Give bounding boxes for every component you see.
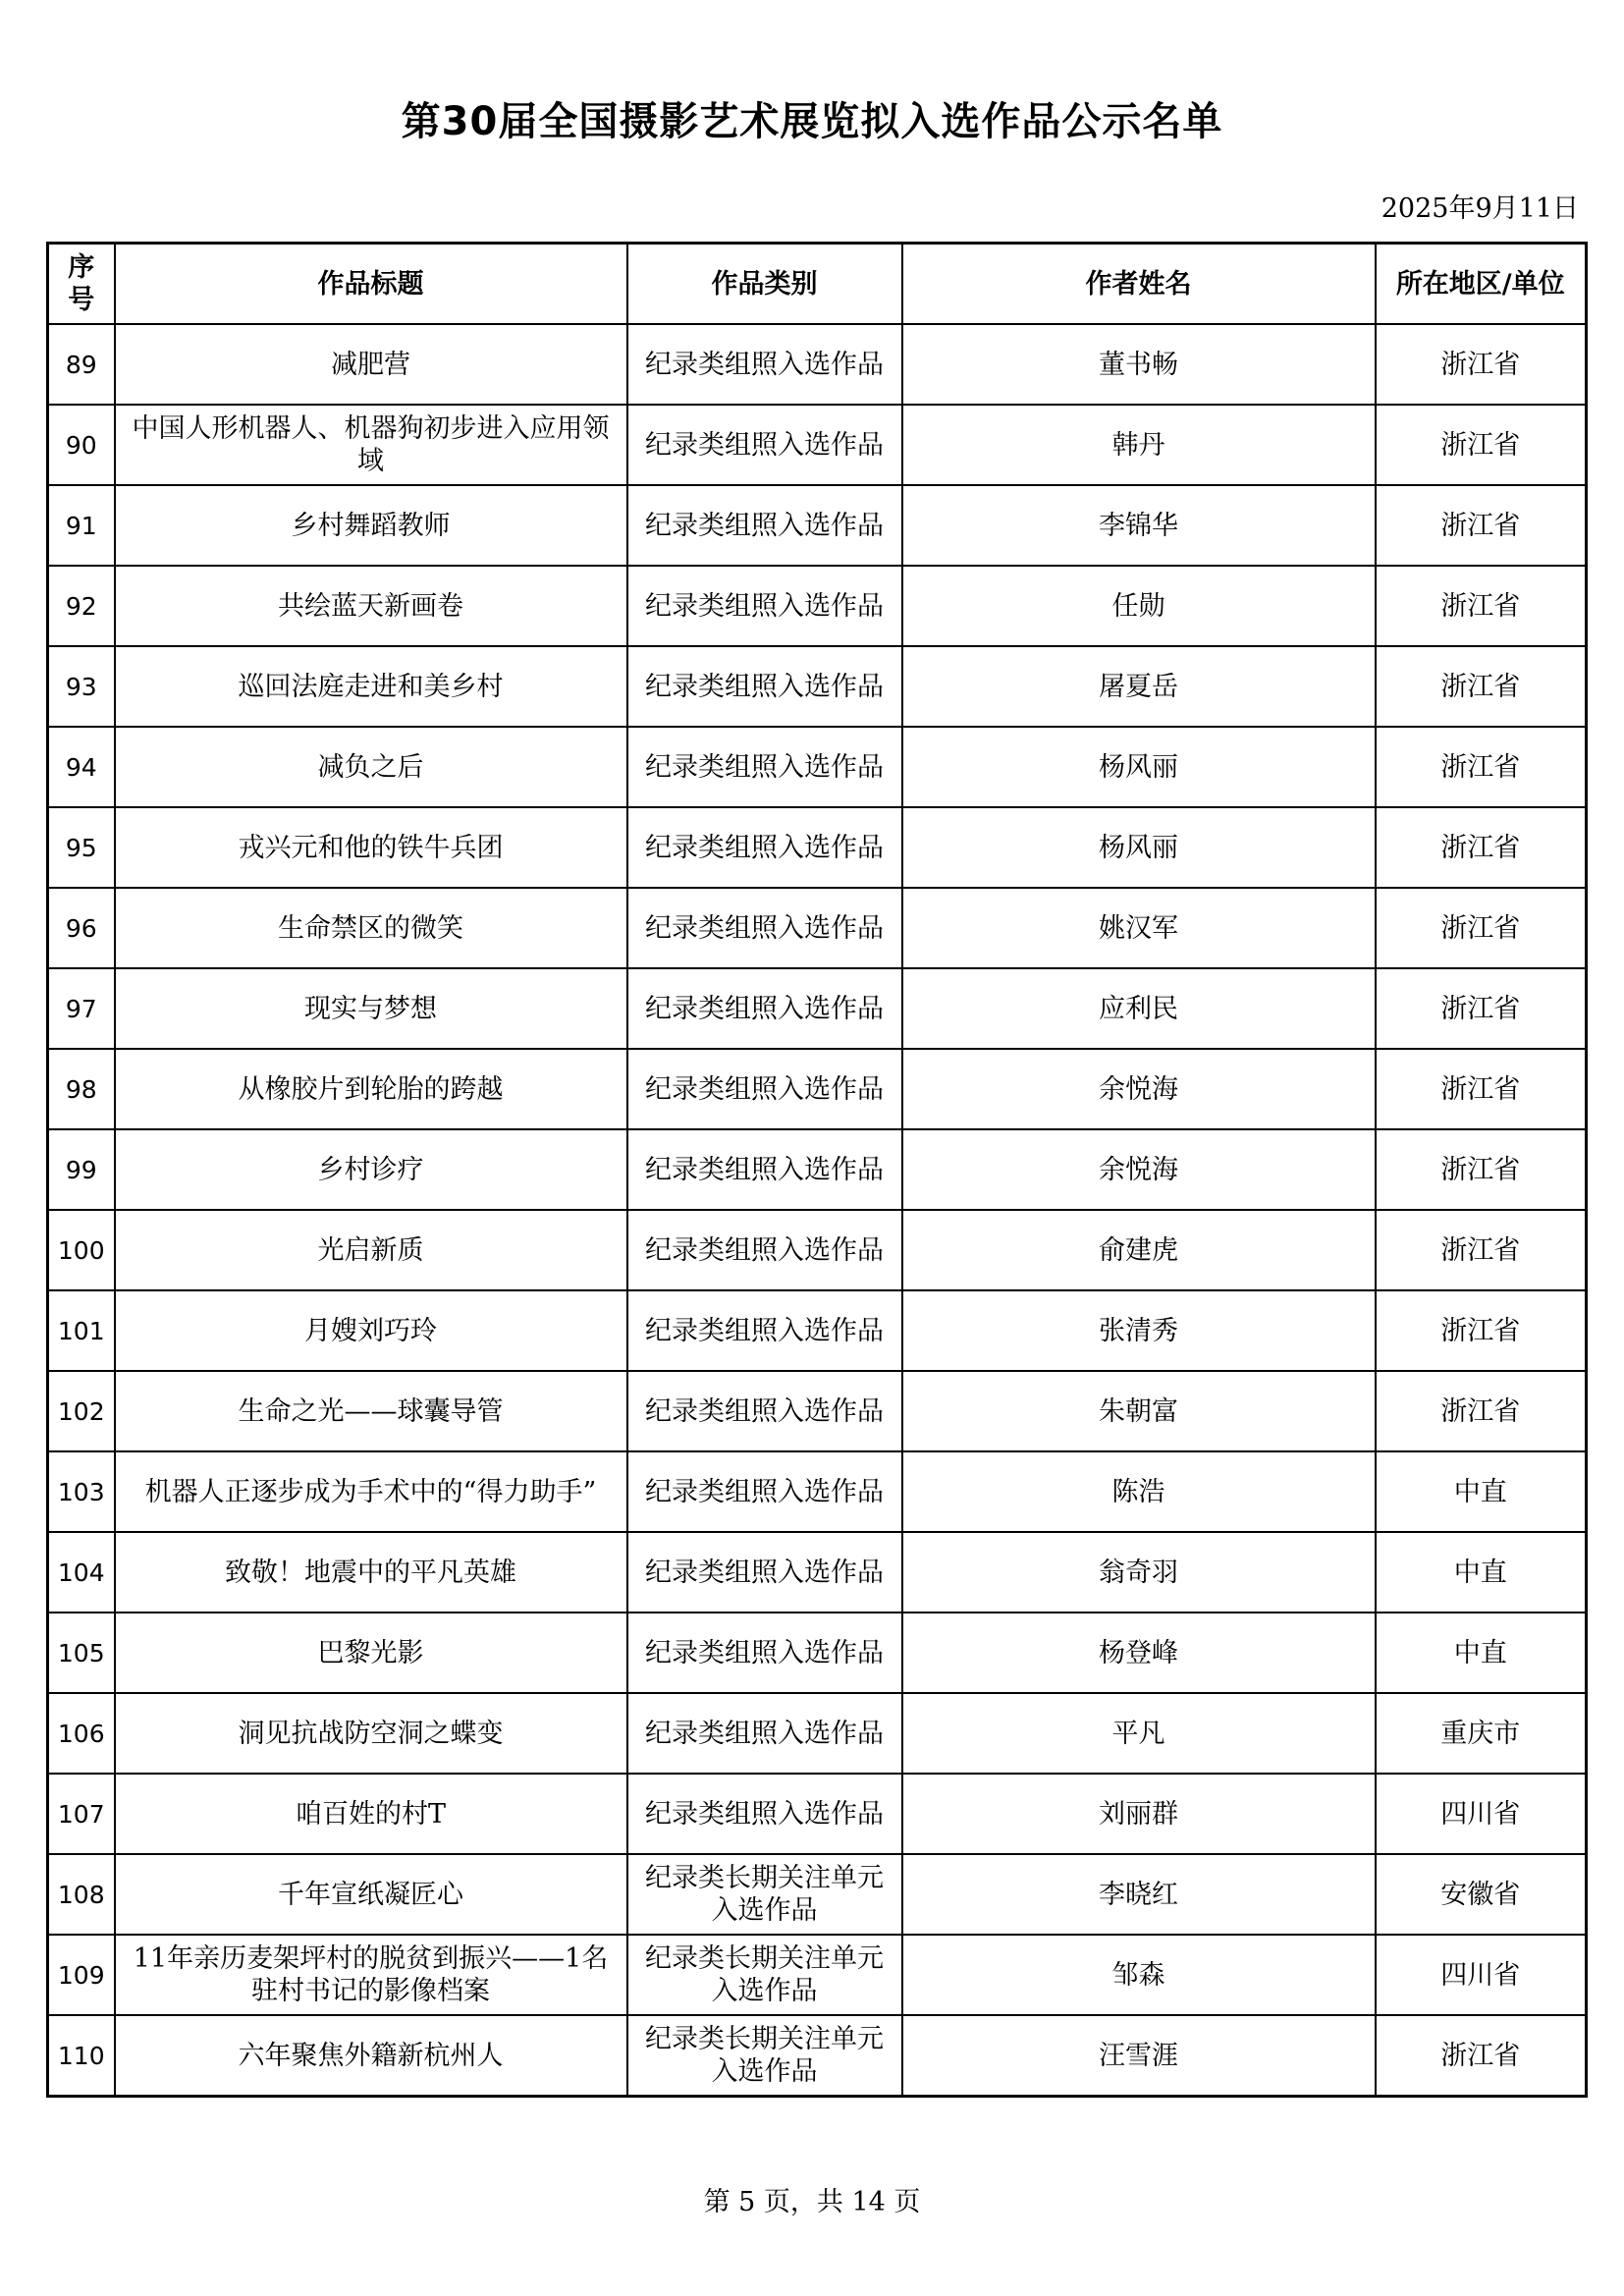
table-row — [48, 1613, 1587, 1693]
cell-category: 纪录类组照入选作品 — [627, 1613, 902, 1693]
table-row — [48, 807, 1587, 888]
cell-title: 生命禁区的微笑 — [115, 888, 627, 968]
table-row — [48, 646, 1587, 727]
cell-title: 巡回法庭走进和美乡村 — [115, 646, 627, 727]
cell-category: 纪录类组照入选作品 — [627, 1774, 902, 1854]
table-row — [48, 485, 1587, 566]
cell-title: 中国人形机器人、机器狗初步进入应用领域 — [115, 405, 627, 485]
table-row — [48, 1774, 1587, 1854]
cell-category: 纪录类组照入选作品 — [627, 1693, 902, 1774]
cell-author: 陈浩 — [902, 1451, 1376, 1532]
table-row — [48, 1693, 1587, 1774]
cell-title: 乡村舞蹈教师 — [115, 485, 627, 566]
column-header-no: 序号 — [48, 244, 115, 325]
cell-title: 戎兴元和他的铁牛兵团 — [115, 807, 627, 888]
cell-author: 姚汉军 — [902, 888, 1376, 968]
cell-title: 咱百姓的村T — [115, 1774, 627, 1854]
cell-category: 纪录类组照入选作品 — [627, 1451, 902, 1532]
cell-category: 纪录类组照入选作品 — [627, 1049, 902, 1129]
roster-table — [46, 242, 1588, 2098]
cell-no: 95 — [48, 807, 115, 888]
cell-author: 杨风丽 — [902, 807, 1376, 888]
cell-region: 浙江省 — [1376, 405, 1587, 485]
table-row — [48, 1210, 1587, 1290]
cell-author: 翁奇羽 — [902, 1532, 1376, 1613]
cell-title: 机器人正逐步成为手术中的“得力助手” — [115, 1451, 627, 1532]
table-row — [48, 1532, 1587, 1613]
publish-date: 2025年9月11日 — [1380, 193, 1579, 224]
cell-title: 11年亲历麦架坪村的脱贫到振兴——1名驻村书记的影像档案 — [115, 1935, 627, 2015]
cell-category: 纪录类组照入选作品 — [627, 727, 902, 807]
table-row — [48, 1290, 1587, 1371]
cell-category: 纪录类长期关注单元入选作品 — [627, 1854, 902, 1935]
cell-no: 99 — [48, 1129, 115, 1210]
cell-title: 生命之光——球囊导管 — [115, 1371, 627, 1451]
cell-author: 朱朝富 — [902, 1371, 1376, 1451]
cell-title: 致敬！地震中的平凡英雄 — [115, 1532, 627, 1613]
cell-region: 浙江省 — [1376, 1371, 1587, 1451]
cell-author: 刘丽群 — [902, 1774, 1376, 1854]
cell-category: 纪录类组照入选作品 — [627, 646, 902, 727]
cell-title: 减负之后 — [115, 727, 627, 807]
table-row — [48, 1129, 1587, 1210]
column-header-author: 作者姓名 — [902, 244, 1376, 325]
cell-category: 纪录类组照入选作品 — [627, 1210, 902, 1290]
cell-region: 浙江省 — [1376, 1129, 1587, 1210]
cell-author: 汪雪涯 — [902, 2015, 1376, 2097]
table-row — [48, 888, 1587, 968]
cell-no: 93 — [48, 646, 115, 727]
cell-region: 浙江省 — [1376, 485, 1587, 566]
cell-no: 96 — [48, 888, 115, 968]
cell-category: 纪录类组照入选作品 — [627, 807, 902, 888]
cell-title: 乡村诊疗 — [115, 1129, 627, 1210]
cell-author: 杨登峰 — [902, 1613, 1376, 1693]
cell-category: 纪录类组照入选作品 — [627, 1129, 902, 1210]
cell-no: 89 — [48, 324, 115, 405]
cell-category: 纪录类长期关注单元入选作品 — [627, 2015, 902, 2097]
cell-title: 光启新质 — [115, 1210, 627, 1290]
cell-title: 巴黎光影 — [115, 1613, 627, 1693]
table-row — [48, 968, 1587, 1049]
cell-category: 纪录类组照入选作品 — [627, 405, 902, 485]
cell-author: 张清秀 — [902, 1290, 1376, 1371]
cell-region: 浙江省 — [1376, 1049, 1587, 1129]
column-header-category: 作品类别 — [627, 244, 902, 325]
cell-no: 101 — [48, 1290, 115, 1371]
cell-title: 洞见抗战防空洞之蝶变 — [115, 1693, 627, 1774]
cell-no: 103 — [48, 1451, 115, 1532]
table-row — [48, 324, 1587, 405]
table-row — [48, 405, 1587, 485]
cell-no: 104 — [48, 1532, 115, 1613]
cell-category: 纪录类组照入选作品 — [627, 485, 902, 566]
cell-author: 应利民 — [902, 968, 1376, 1049]
cell-region: 浙江省 — [1376, 646, 1587, 727]
cell-author: 邹森 — [902, 1935, 1376, 2015]
cell-category: 纪录类组照入选作品 — [627, 888, 902, 968]
cell-author: 余悦海 — [902, 1129, 1376, 1210]
cell-category: 纪录类组照入选作品 — [627, 324, 902, 405]
cell-region: 浙江省 — [1376, 1210, 1587, 1290]
cell-region: 浙江省 — [1376, 2015, 1587, 2097]
cell-no: 94 — [48, 727, 115, 807]
cell-no: 102 — [48, 1371, 115, 1451]
cell-author: 李晓红 — [902, 1854, 1376, 1935]
table-row — [48, 1371, 1587, 1451]
cell-category: 纪录类组照入选作品 — [627, 1371, 902, 1451]
cell-author: 平凡 — [902, 1693, 1376, 1774]
cell-title: 从橡胶片到轮胎的跨越 — [115, 1049, 627, 1129]
cell-title: 共绘蓝天新画卷 — [115, 566, 627, 646]
table-row — [48, 2015, 1587, 2097]
cell-category: 纪录类组照入选作品 — [627, 1532, 902, 1613]
page-footer: 第 5 页，共 14 页 — [703, 2187, 921, 2217]
cell-no: 90 — [48, 405, 115, 485]
cell-no: 92 — [48, 566, 115, 646]
cell-region: 浙江省 — [1376, 888, 1587, 968]
table-row — [48, 1854, 1587, 1935]
cell-no: 91 — [48, 485, 115, 566]
cell-region: 浙江省 — [1376, 727, 1587, 807]
cell-title: 六年聚焦外籍新杭州人 — [115, 2015, 627, 2097]
cell-region: 浙江省 — [1376, 807, 1587, 888]
cell-region: 浙江省 — [1376, 1290, 1587, 1371]
table-row — [48, 727, 1587, 807]
cell-region: 浙江省 — [1376, 968, 1587, 1049]
table-row — [48, 1049, 1587, 1129]
cell-no: 98 — [48, 1049, 115, 1129]
cell-author: 余悦海 — [902, 1049, 1376, 1129]
page-title: 第30届全国摄影艺术展览拟入选作品公示名单 — [401, 99, 1223, 144]
cell-no: 105 — [48, 1613, 115, 1693]
cell-region: 浙江省 — [1376, 324, 1587, 405]
column-header-region: 所在地区/单位 — [1376, 244, 1587, 325]
cell-title: 千年宣纸凝匠心 — [115, 1854, 627, 1935]
cell-title: 月嫂刘巧玲 — [115, 1290, 627, 1371]
cell-no: 97 — [48, 968, 115, 1049]
cell-region: 安徽省 — [1376, 1854, 1587, 1935]
cell-category: 纪录类组照入选作品 — [627, 566, 902, 646]
cell-author: 屠夏岳 — [902, 646, 1376, 727]
cell-author: 董书畅 — [902, 324, 1376, 405]
cell-author: 杨风丽 — [902, 727, 1376, 807]
cell-no: 106 — [48, 1693, 115, 1774]
cell-author: 俞建虎 — [902, 1210, 1376, 1290]
cell-no: 100 — [48, 1210, 115, 1290]
cell-author: 任勋 — [902, 566, 1376, 646]
cell-no: 109 — [48, 1935, 115, 2015]
cell-no: 108 — [48, 1854, 115, 1935]
cell-region: 重庆市 — [1376, 1693, 1587, 1774]
cell-category: 纪录类组照入选作品 — [627, 968, 902, 1049]
table-row — [48, 566, 1587, 646]
cell-author: 李锦华 — [902, 485, 1376, 566]
table-body — [48, 324, 1587, 2097]
cell-region: 四川省 — [1376, 1935, 1587, 2015]
column-header-title: 作品标题 — [115, 244, 627, 325]
table-row — [48, 1935, 1587, 2015]
table-row — [48, 1451, 1587, 1532]
table-header-row — [48, 244, 1587, 325]
cell-no: 110 — [48, 2015, 115, 2097]
cell-region: 中直 — [1376, 1451, 1587, 1532]
cell-region: 浙江省 — [1376, 566, 1587, 646]
cell-author: 韩丹 — [902, 405, 1376, 485]
cell-no: 107 — [48, 1774, 115, 1854]
cell-region: 中直 — [1376, 1613, 1587, 1693]
cell-title: 现实与梦想 — [115, 968, 627, 1049]
cell-title: 减肥营 — [115, 324, 627, 405]
cell-region: 中直 — [1376, 1532, 1587, 1613]
cell-category: 纪录类组照入选作品 — [627, 1290, 902, 1371]
cell-region: 四川省 — [1376, 1774, 1587, 1854]
cell-category: 纪录类长期关注单元入选作品 — [627, 1935, 902, 2015]
